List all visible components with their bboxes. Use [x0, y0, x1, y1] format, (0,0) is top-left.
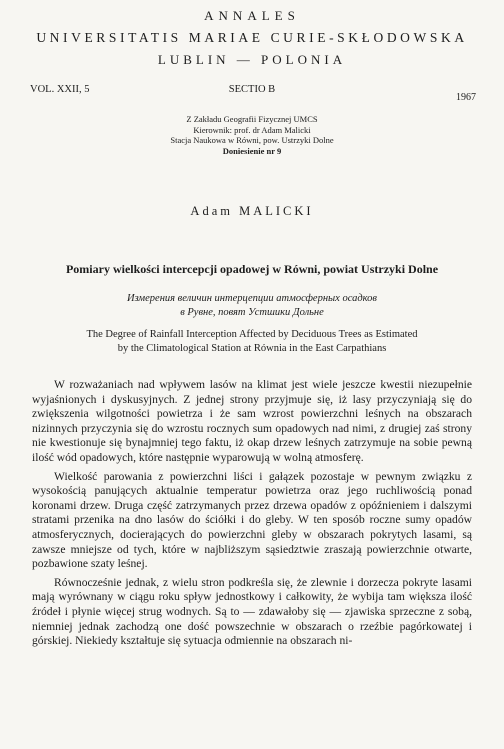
title-russian-line: Измерения величин интерцепции атмосферных осадков: [127, 293, 377, 304]
volume-number: VOL. XXII, 5: [30, 84, 90, 95]
body-text: [32, 378, 472, 653]
institution-line: Kierownik: prof. dr Adam Malicki: [193, 124, 311, 135]
body-paragraph: Wielkość parowania z powierzchni liści i gałązek pozostaje w pewnym związku z wysokością panujących aktualnie temperatur powietrza oraz jego ruchliwością ponad koronami drzew. Druga część zatrzymanych przez drzewa opadów z opóźnieniem i dalszymi stratami przenika na dno lasów do ściółki i do gleby. W ten sposób roczne sumy opadów atmosferycznych, docierających do powierzchni gleby w obszarach pokrytych lasami, są zawsze mniejsze od tych, które w najbliższym sąsiedztwie zraszają powierzchnie otwarte, pozbawione szaty leśnej.: [32, 469, 472, 571]
journal-location: LUBLIN — POLONIA: [157, 52, 347, 67]
title-russian: [0, 292, 504, 320]
body-paragraph: Równocześnie jednak, z wielu stron podkreśla się, że zlewnie i dorzecza pokryte lasami mają wyrównany w ciągu roku spływ jednostkowy i całkowity, że wybija tam większa ilość źródeł i płynie więcej strug wodnych. Są to — zdawałoby się — zjawiska sprzeczne z sobą, niemniej jednak zachodzą one dość powszechnie w obszarach o rzeźbie pagórkowatej i górskiej. Niekiedy kształtuje się sytuacja odmiennie na obszarach ni-: [32, 575, 472, 648]
title-russian-line: в Рувне, повят Устшики Дольне: [180, 307, 324, 318]
section-label: SECTIO B: [228, 84, 276, 95]
publication-year: 1967: [456, 92, 476, 103]
title-english-line: The Degree of Rainfall Interception Affected by Deciduous Trees as Estimated: [86, 329, 418, 340]
journal-name-line1: ANNALES: [204, 8, 300, 23]
institution-line: Z Zakładu Geografii Fizycznej UMCS: [186, 114, 318, 124]
body-paragraph: W rozważaniach nad wpływem lasów na klimat jest wiele jeszcze kwestii niezupełnie wyjaśnionych i dyskusyjnych. Z jednej strony przyjmuje się, iż lasy przyczyniają się do zwiększenia wilgotności powietrza i że sam wzrost powierzchni leśnych na obszarach nizinnych przyczynia się do wzrostu rocznych sum opadowych nad nimi, z drugiej zaś strony nie kwestionuje się bynajmniej tego faktu, iż okap drzew leśnych zatrzymuje na sobie pewną ilość wód opadowych, które następnie wyparowują w wolną atmosferę.: [32, 378, 472, 464]
institution-line: Stacja Naukowa w Równi, pow. Ustrzyki Dolne: [170, 135, 334, 145]
institution-block: [0, 114, 504, 156]
author-name: Adam MALICKI: [190, 204, 314, 218]
title-english: [0, 328, 504, 356]
journal-name-line2: UNIVERSITATIS MARIAE CURIE-SKŁODOWSKA: [36, 30, 468, 45]
institution-line: Doniesienie nr 9: [222, 145, 282, 156]
title-polish: Pomiary wielkości intercepcji opadowej w Równi, powiat Ustrzyki Dolne: [65, 262, 439, 276]
title-english-line: by the Climatological Station at Równia in the East Carpathians: [117, 343, 387, 354]
